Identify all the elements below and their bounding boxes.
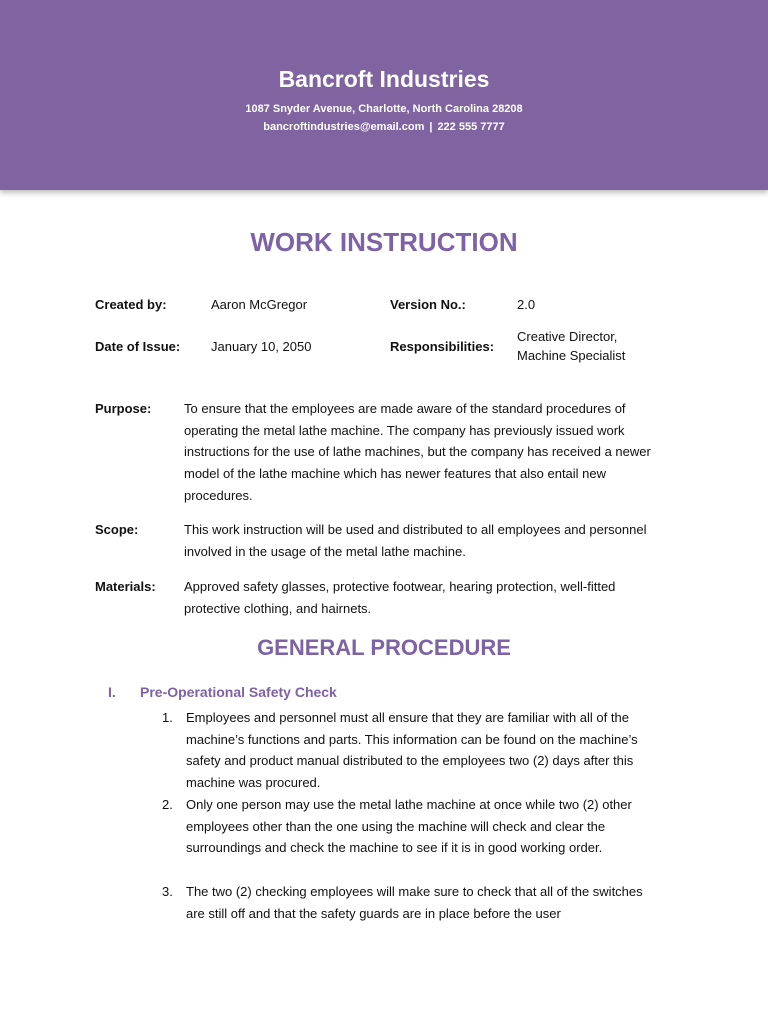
scope-text: This work instruction will be used and distributed to all employees and personnel involved in the usage of the metal lathe machine. <box>184 522 647 559</box>
company-phone: 222 555 7777 <box>437 121 505 133</box>
responsibilities-label: Responsibilities: <box>390 339 495 354</box>
company-contact <box>0 121 768 133</box>
general-procedure-heading: GENERAL PROCEDURE <box>257 635 511 660</box>
list-item: Only one person may use the metal lathe machine at once while two (2) other employees other than the one using the machine will check and clear the surroundings and check the machine to see if it is in good working order. <box>186 797 632 856</box>
materials-text: Approved safety glasses, protective footwear, hearing protection, well-fitted protective clothing, and hairnets. <box>184 579 616 616</box>
subsection-number: I. <box>108 684 116 700</box>
responsibilities-line-2: Machine Specialist <box>517 348 626 363</box>
contact-separator: | <box>429 121 433 133</box>
list-item: The two (2) checking employees will make sure to check that all of the switches are still off and that the safety guards are in place before the user <box>186 884 643 921</box>
date-label: Date of Issue: <box>95 339 181 354</box>
materials-label: Materials: <box>95 579 156 594</box>
document-title: WORK INSTRUCTION <box>250 227 518 257</box>
date-value: January 10, 2050 <box>211 339 312 354</box>
created-by-label: Created by: <box>95 297 167 312</box>
created-by-value: Aaron McGregor <box>211 297 308 312</box>
company-email: bancroftindustries@email.com <box>263 121 425 133</box>
scope-label: Scope: <box>95 522 139 537</box>
purpose-label: Purpose: <box>95 401 152 416</box>
company-name: Bancroft Industries <box>278 66 490 92</box>
list-item: Employees and personnel must all ensure that they are familiar with all of the machine’s functions and parts. This information can be found on the machine’s safety and product manual distributed to the employees two (2) days after this machine was procured. <box>186 710 638 791</box>
list-item-number: 1. <box>162 710 173 725</box>
version-label: Version No.: <box>390 297 466 312</box>
subsection-title: Pre-Operational Safety Check <box>140 684 337 700</box>
version-value: 2.0 <box>517 297 536 312</box>
responsibilities-line-1: Creative Director, <box>517 329 618 344</box>
company-address: 1087 Snyder Avenue, Charlotte, North Carolina 28208 <box>245 103 523 115</box>
purpose-text: To ensure that the employees are made aware of the standard procedures of operating the metal lathe machine. The company has previously issued work instructions for the use of lathe machines, but the company has received a newer model of the lathe machine which has newer features that also entail new procedures. <box>184 401 651 503</box>
letterhead <box>0 0 768 190</box>
list-item-number: 3. <box>162 884 173 899</box>
list-item-number: 2. <box>162 797 173 812</box>
